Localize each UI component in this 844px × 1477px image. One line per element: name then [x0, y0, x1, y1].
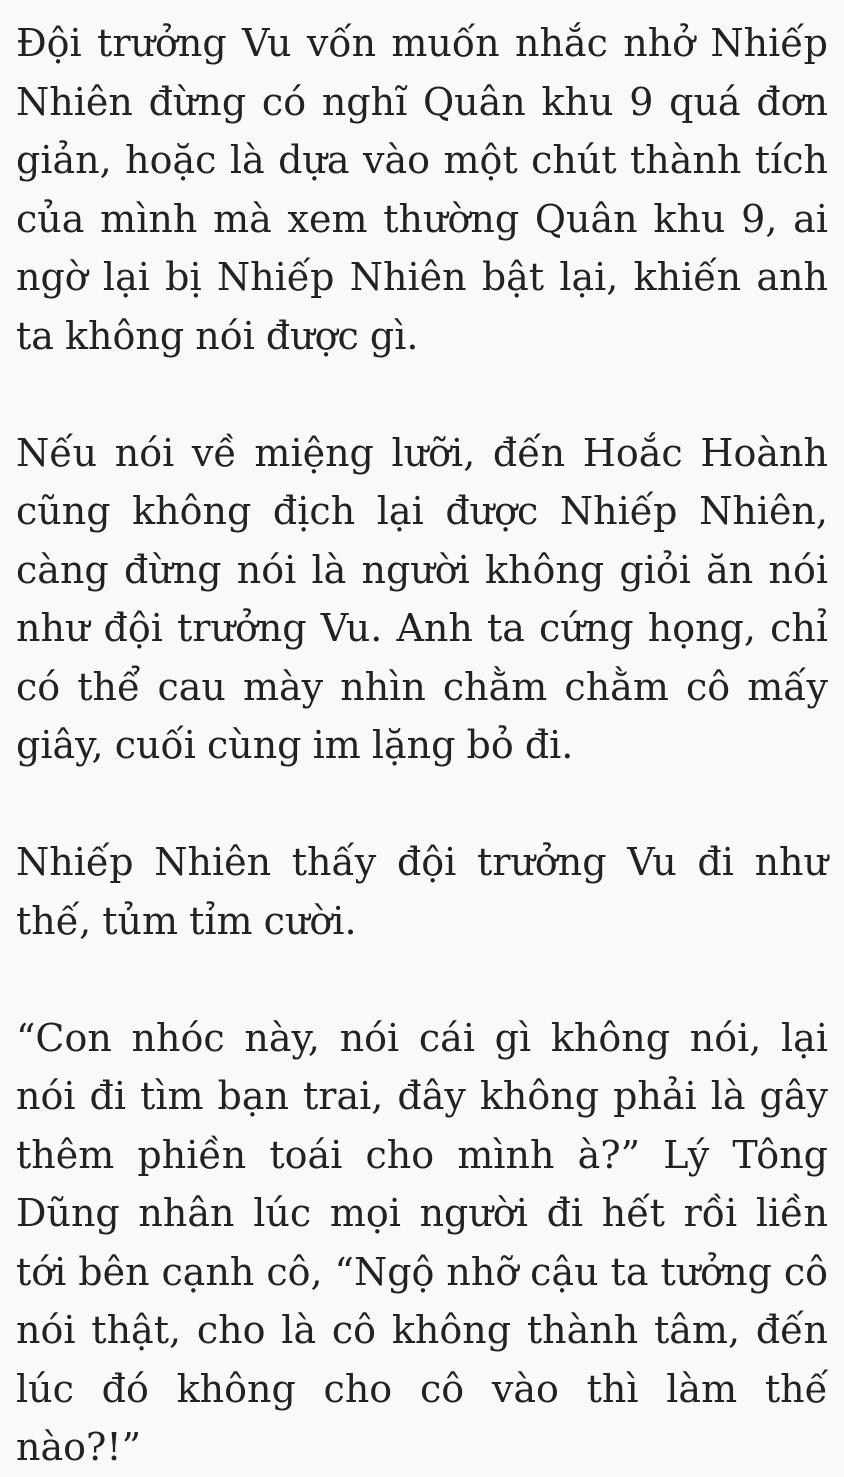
reading-content — [16, 14, 828, 1477]
paragraph-4: “Con nhóc này, nói cái gì không nói, lại nói đi tìm bạn trai, đây không phải là gây thêm phiền toái cho mình à?” Lý Tông Dũng nhân lúc mọi người đi hết rồi liền tới bên cạnh cô, “Ngộ nhỡ cậu ta tưởng cô nói thật, cho là cô không thành tâm, đến lúc đó không cho cô vào thì làm thế nào?!” — [16, 1015, 828, 1469]
paragraph-2: Nếu nói về miệng lưỡi, đến Hoắc Hoành cũng không địch lại được Nhiếp Nhiên, càng đừng nói là người không giỏi ăn nói như đội trưởng Vu. Anh ta cứng họng, chỉ có thể cau mày nhìn chằm chằm cô mấy giây, cuối cùng im lặng bỏ đi. — [16, 430, 828, 767]
paragraph-1: Đội trưởng Vu vốn muốn nhắc nhở Nhiếp Nhiên đừng có nghĩ Quân khu 9 quá đơn giản, hoặc là dựa vào một chút thành tích của mình mà xem thường Quân khu 9, ai ngờ lại bị Nhiếp Nhiên bật lại, khiến anh ta không nói được gì. — [16, 21, 828, 358]
paragraph-3: Nhiếp Nhiên thấy đội trưởng Vu đi như thế, tủm tỉm cười. — [16, 840, 828, 943]
